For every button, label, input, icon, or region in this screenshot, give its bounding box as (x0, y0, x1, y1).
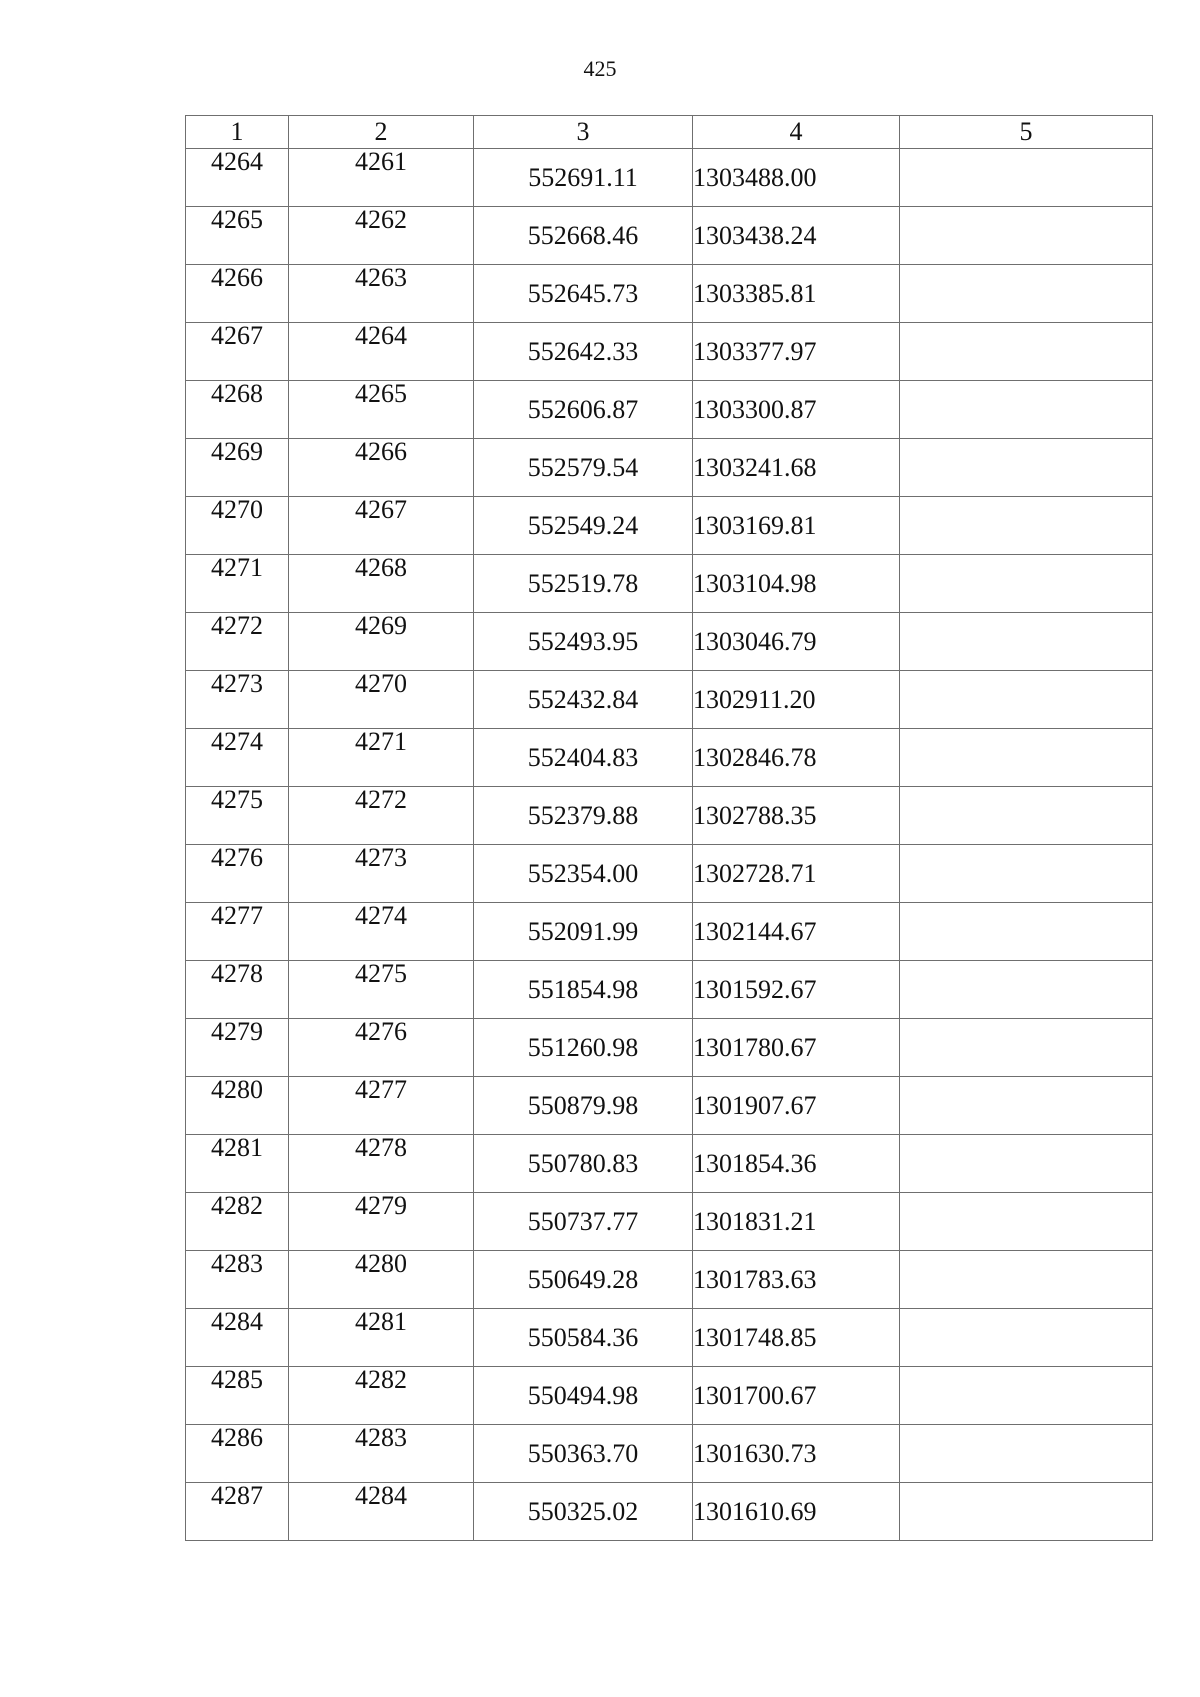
table-cell-col-2: 4279 (289, 1193, 474, 1251)
table-cell-col-5 (900, 497, 1153, 555)
table-row (186, 613, 1153, 671)
table-cell-col-1: 4276 (186, 845, 289, 903)
table-cell-col-2: 4284 (289, 1483, 474, 1541)
column-header-4: 4 (693, 116, 900, 149)
table-cell-col-3: 552432.84 (474, 671, 693, 729)
table-cell-col-3: 552379.88 (474, 787, 693, 845)
table-cell-col-4: 1302728.71 (693, 845, 900, 903)
table-row (186, 207, 1153, 265)
table-cell-col-1: 4287 (186, 1483, 289, 1541)
table-cell-col-3: 550363.70 (474, 1425, 693, 1483)
table-row (186, 555, 1153, 613)
table-cell-col-2: 4282 (289, 1367, 474, 1425)
table-cell-col-5 (900, 845, 1153, 903)
table-cell-col-3: 552519.78 (474, 555, 693, 613)
table-cell-col-1: 4271 (186, 555, 289, 613)
table-row (186, 1019, 1153, 1077)
table-row (186, 381, 1153, 439)
table-cell-col-3: 552493.95 (474, 613, 693, 671)
table-cell-col-2: 4272 (289, 787, 474, 845)
table-row (186, 265, 1153, 323)
table-cell-col-1: 4284 (186, 1309, 289, 1367)
table-cell-col-2: 4266 (289, 439, 474, 497)
table-cell-col-4: 1303300.87 (693, 381, 900, 439)
table-cell-col-5 (900, 1251, 1153, 1309)
table-cell-col-1: 4285 (186, 1367, 289, 1425)
table-row (186, 787, 1153, 845)
table-cell-col-1: 4278 (186, 961, 289, 1019)
table-cell-col-2: 4273 (289, 845, 474, 903)
table-cell-col-3: 550584.36 (474, 1309, 693, 1367)
table-cell-col-3: 550325.02 (474, 1483, 693, 1541)
table-cell-col-2: 4262 (289, 207, 474, 265)
header-row (186, 116, 1153, 149)
table-cell-col-1: 4270 (186, 497, 289, 555)
table-cell-col-2: 4276 (289, 1019, 474, 1077)
table-row (186, 1077, 1153, 1135)
table-cell-col-3: 550879.98 (474, 1077, 693, 1135)
table-cell-col-4: 1303377.97 (693, 323, 900, 381)
table-row (186, 439, 1153, 497)
table-cell-col-4: 1302144.67 (693, 903, 900, 961)
table-cell-col-5 (900, 1367, 1153, 1425)
table-cell-col-5 (900, 1135, 1153, 1193)
table-cell-col-5 (900, 439, 1153, 497)
table-cell-col-4: 1302911.20 (693, 671, 900, 729)
table-cell-col-2: 4280 (289, 1251, 474, 1309)
table-row (186, 1251, 1153, 1309)
table-cell-col-3: 552549.24 (474, 497, 693, 555)
table-cell-col-2: 4278 (289, 1135, 474, 1193)
table-cell-col-1: 4268 (186, 381, 289, 439)
table-row (186, 1193, 1153, 1251)
table-cell-col-3: 550494.98 (474, 1367, 693, 1425)
table-cell-col-4: 1301748.85 (693, 1309, 900, 1367)
table-cell-col-5 (900, 787, 1153, 845)
table-cell-col-4: 1301831.21 (693, 1193, 900, 1251)
table-row (186, 903, 1153, 961)
table-cell-col-4: 1303046.79 (693, 613, 900, 671)
table-cell-col-1: 4267 (186, 323, 289, 381)
table-cell-col-2: 4283 (289, 1425, 474, 1483)
table-cell-col-1: 4280 (186, 1077, 289, 1135)
table-cell-col-5 (900, 265, 1153, 323)
table-cell-col-3: 552606.87 (474, 381, 693, 439)
table-cell-col-4: 1301780.67 (693, 1019, 900, 1077)
table-cell-col-5 (900, 149, 1153, 207)
table-cell-col-4: 1301630.73 (693, 1425, 900, 1483)
column-header-5: 5 (900, 116, 1153, 149)
table-cell-col-2: 4270 (289, 671, 474, 729)
table-cell-col-2: 4271 (289, 729, 474, 787)
table-cell-col-4: 1301610.69 (693, 1483, 900, 1541)
table-body (186, 149, 1153, 1541)
table-cell-col-1: 4269 (186, 439, 289, 497)
table-cell-col-3: 552579.54 (474, 439, 693, 497)
column-header-3: 3 (474, 116, 693, 149)
table-cell-col-2: 4268 (289, 555, 474, 613)
table-cell-col-3: 550780.83 (474, 1135, 693, 1193)
table-cell-col-1: 4265 (186, 207, 289, 265)
table-row (186, 1483, 1153, 1541)
table-cell-col-3: 551260.98 (474, 1019, 693, 1077)
table-cell-col-3: 552668.46 (474, 207, 693, 265)
table-cell-col-3: 552645.73 (474, 265, 693, 323)
column-header-2: 2 (289, 116, 474, 149)
table-cell-col-5 (900, 1077, 1153, 1135)
table-cell-col-4: 1302788.35 (693, 787, 900, 845)
table-cell-col-1: 4283 (186, 1251, 289, 1309)
column-header-1: 1 (186, 116, 289, 149)
table-cell-col-5 (900, 1483, 1153, 1541)
table-cell-col-4: 1303241.68 (693, 439, 900, 497)
table-cell-col-4: 1301700.67 (693, 1367, 900, 1425)
table-cell-col-2: 4277 (289, 1077, 474, 1135)
table-cell-col-3: 552354.00 (474, 845, 693, 903)
table-cell-col-1: 4266 (186, 265, 289, 323)
table-cell-col-1: 4282 (186, 1193, 289, 1251)
table-cell-col-2: 4265 (289, 381, 474, 439)
table-cell-col-4: 1301854.36 (693, 1135, 900, 1193)
table-cell-col-5 (900, 961, 1153, 1019)
table-cell-col-2: 4267 (289, 497, 474, 555)
table-cell-col-1: 4274 (186, 729, 289, 787)
table-cell-col-3: 552404.83 (474, 729, 693, 787)
table-cell-col-5 (900, 1193, 1153, 1251)
table-cell-col-4: 1303438.24 (693, 207, 900, 265)
table-row (186, 729, 1153, 787)
table-cell-col-4: 1303104.98 (693, 555, 900, 613)
table-cell-col-5 (900, 729, 1153, 787)
table-row (186, 1135, 1153, 1193)
table-cell-col-4: 1301592.67 (693, 961, 900, 1019)
table-cell-col-5 (900, 671, 1153, 729)
table-cell-col-2: 4264 (289, 323, 474, 381)
table-row (186, 323, 1153, 381)
table-cell-col-4: 1301783.63 (693, 1251, 900, 1309)
table-cell-col-5 (900, 555, 1153, 613)
table-cell-col-5 (900, 207, 1153, 265)
table-cell-col-3: 552091.99 (474, 903, 693, 961)
table-cell-col-1: 4272 (186, 613, 289, 671)
table-cell-col-3: 550737.77 (474, 1193, 693, 1251)
table-cell-col-1: 4264 (186, 149, 289, 207)
table-cell-col-1: 4277 (186, 903, 289, 961)
table-cell-col-3: 552691.11 (474, 149, 693, 207)
table-cell-col-4: 1303169.81 (693, 497, 900, 555)
table-cell-col-2: 4275 (289, 961, 474, 1019)
table-cell-col-5 (900, 1425, 1153, 1483)
table-row (186, 845, 1153, 903)
table-row (186, 961, 1153, 1019)
table-cell-col-1: 4286 (186, 1425, 289, 1483)
page-number: 425 (583, 56, 617, 81)
table-row (186, 1309, 1153, 1367)
table-cell-col-2: 4274 (289, 903, 474, 961)
table-row (186, 149, 1153, 207)
table-cell-col-2: 4263 (289, 265, 474, 323)
table-cell-col-4: 1303488.00 (693, 149, 900, 207)
table-cell-col-5 (900, 381, 1153, 439)
table-header (186, 116, 1153, 149)
table-cell-col-3: 552642.33 (474, 323, 693, 381)
table-cell-col-5 (900, 1309, 1153, 1367)
table-cell-col-5 (900, 613, 1153, 671)
table-cell-col-2: 4281 (289, 1309, 474, 1367)
table-cell-col-1: 4273 (186, 671, 289, 729)
table-cell-col-1: 4279 (186, 1019, 289, 1077)
table-row (186, 1425, 1153, 1483)
table-row (186, 1367, 1153, 1425)
table-cell-col-3: 550649.28 (474, 1251, 693, 1309)
table-cell-col-1: 4281 (186, 1135, 289, 1193)
table-cell-col-4: 1303385.81 (693, 265, 900, 323)
table-cell-col-3: 551854.98 (474, 961, 693, 1019)
table-cell-col-4: 1302846.78 (693, 729, 900, 787)
table-cell-col-5 (900, 1019, 1153, 1077)
table-cell-col-4: 1301907.67 (693, 1077, 900, 1135)
table-row (186, 497, 1153, 555)
table-cell-col-2: 4261 (289, 149, 474, 207)
coordinates-table (185, 115, 1153, 1541)
table-cell-col-5 (900, 903, 1153, 961)
table-cell-col-2: 4269 (289, 613, 474, 671)
table-cell-col-5 (900, 323, 1153, 381)
table-cell-col-1: 4275 (186, 787, 289, 845)
table-row (186, 671, 1153, 729)
